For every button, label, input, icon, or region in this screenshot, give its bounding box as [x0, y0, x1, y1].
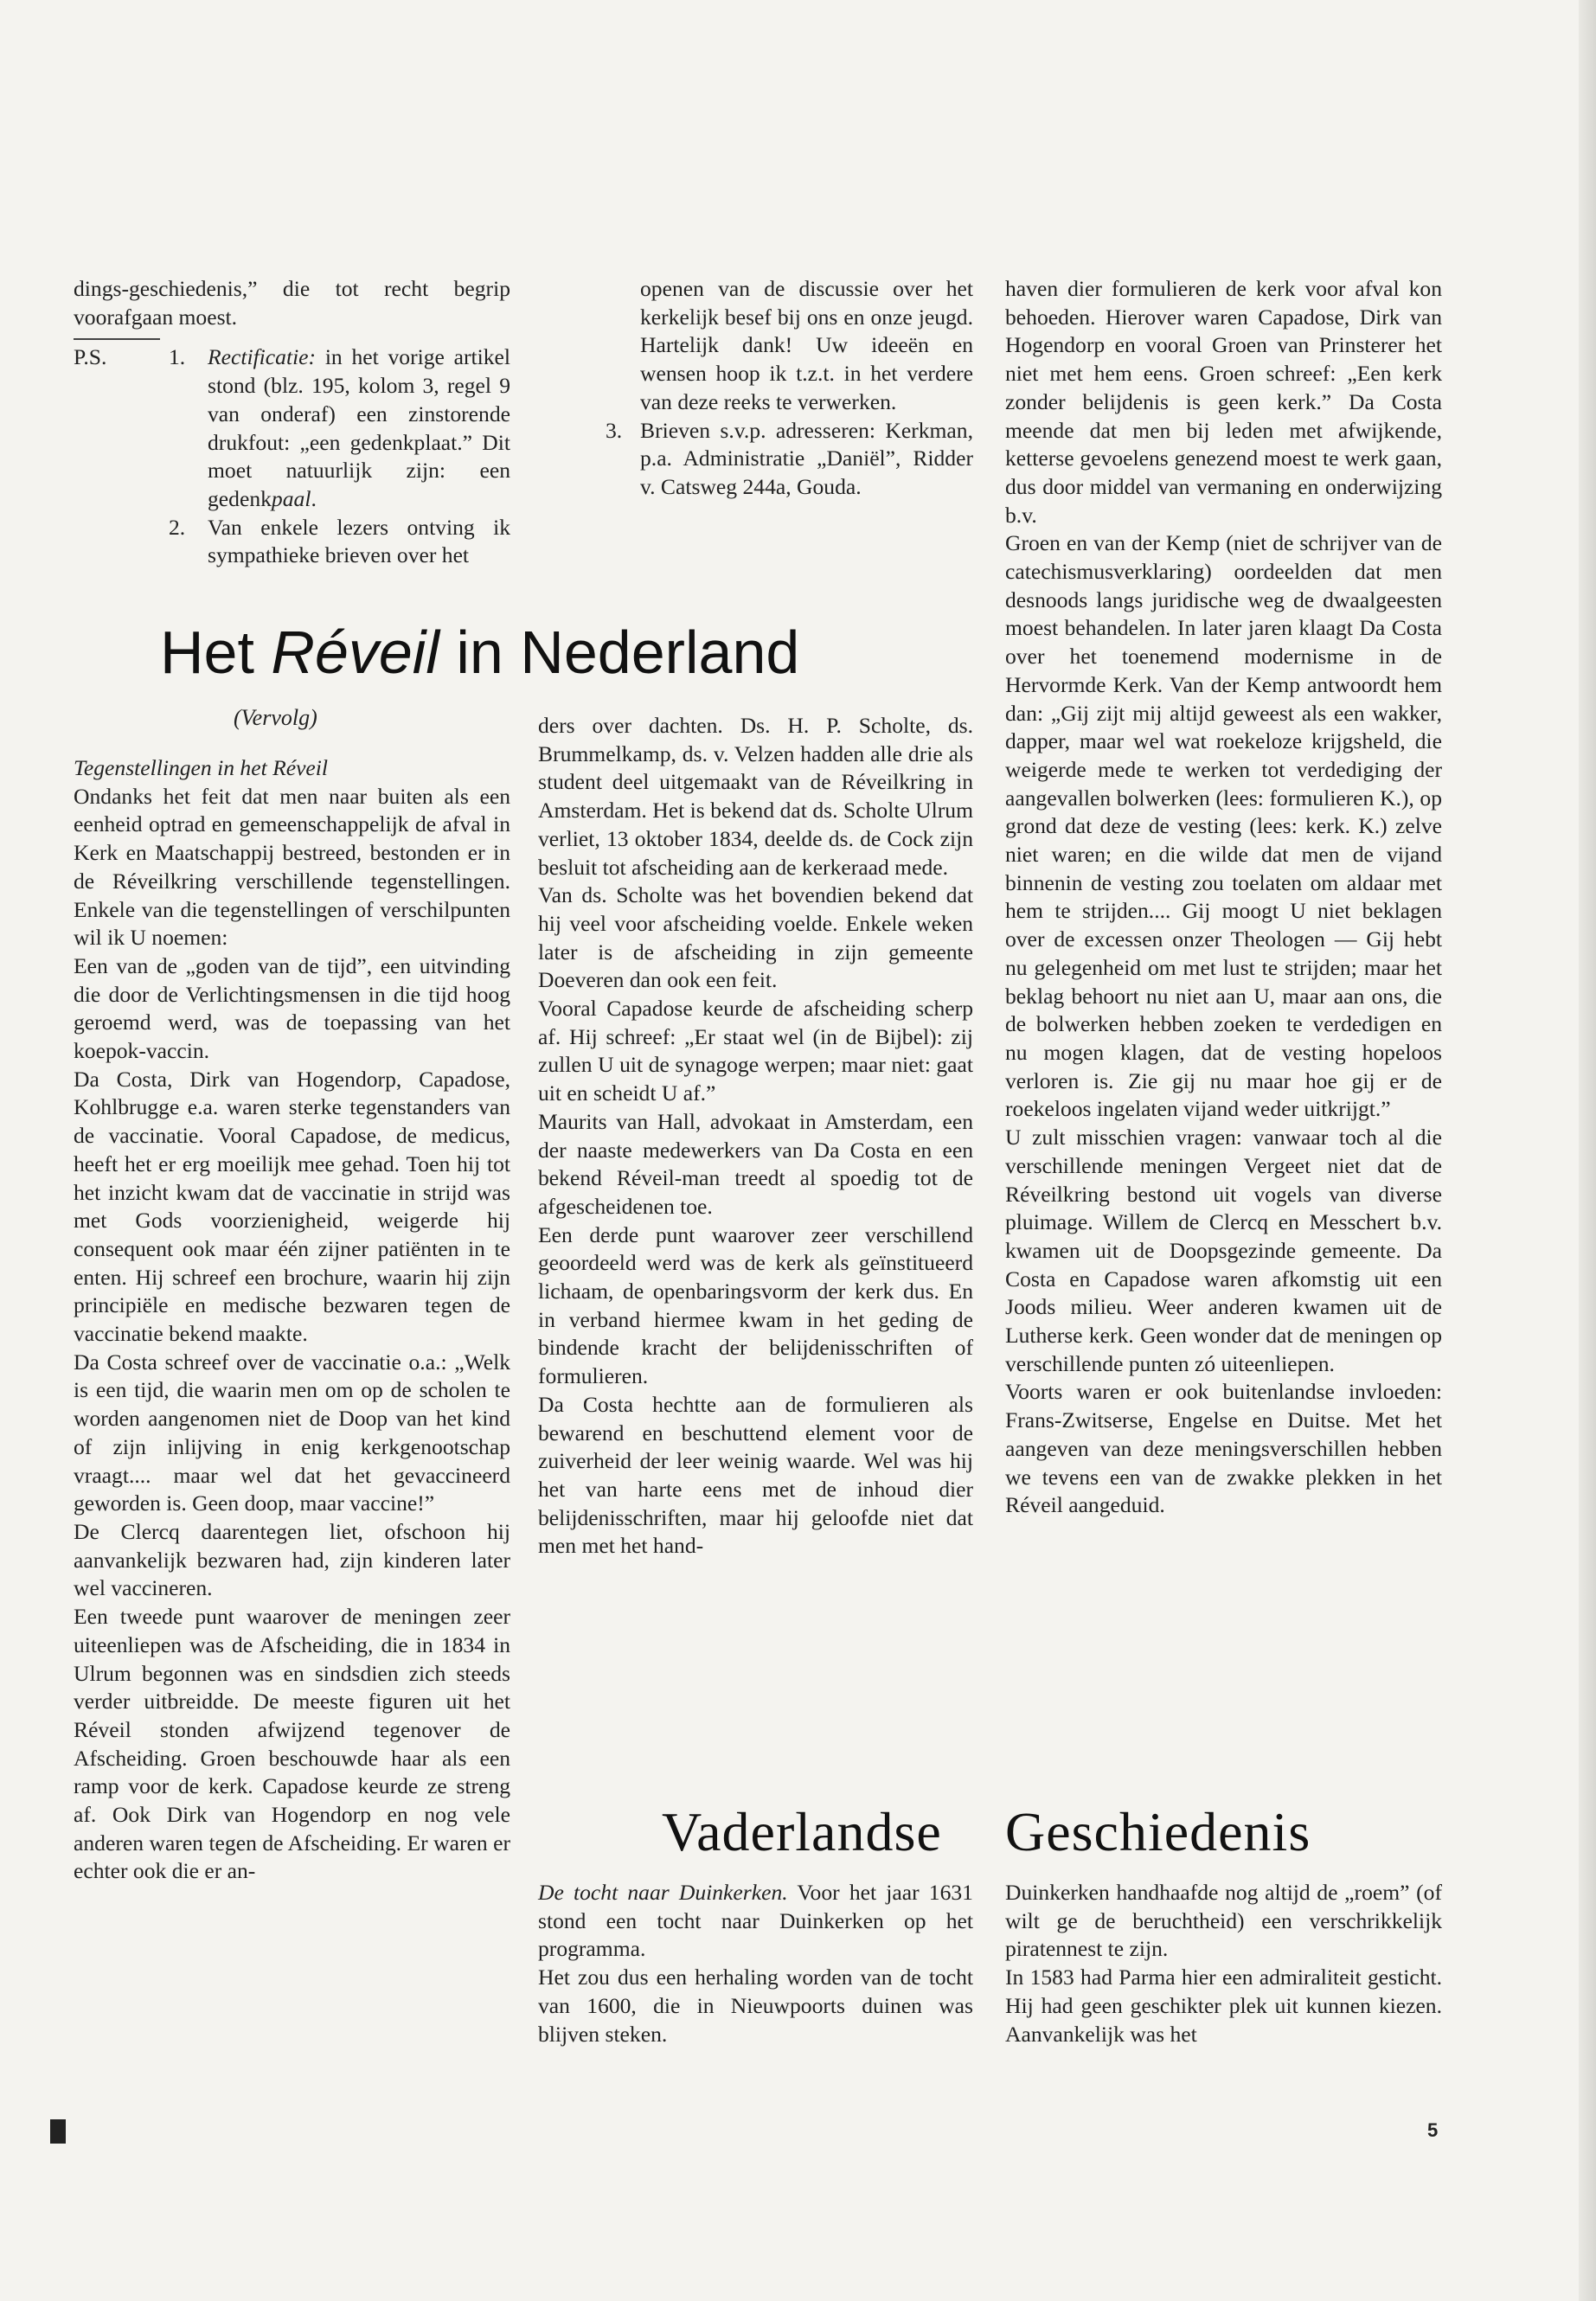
ps-num: 2. [169, 514, 186, 540]
paragraph: Groen en van der Kemp (niet de schrijver van de catechismusverklaring) oordeelden dat men desnoods langs juridische weg de dwaalgeesten moest behandelen. In later jaren klaagt Da Costa over het toenemend modernisme in de Hervormde Kerk. Van der Kemp antwoordt hem dan: „Gij zijt mij altijd geweest als een wakker, dapper, maar wel wat roekeloze krijgsheld, die weigerde mede te werken tot verdediging der aangevallen bolwerken (lees: formulieren K.), op grond dat deze de vesting (lees: kerk. K.) zelve niet waren; en die wilde dat men de vijand binnenin de vesting zou toelaten om aldaar met hem te strijden.... Gij moogt U niet beklagen over de excessen onzer Theologen — Gij hebt nu gelegenheid om met lust te strijden; maar het beklag behoort nu niet aan U, maar aan ons, die de bolwerken hebben zoeken te verdedigen en nu mogen klagen, dat de vesting hopeloos verloren is. Zie gij nu maar hoe gij er de roekeloos ingelaten vijand weder uitkrijgt.” [1005, 530, 1442, 1122]
paragraph: haven dier formulieren de kerk voor afval kon behoeden. Hierover waren Capadose, Dirk van Hogendorp en vooral Groen van Prinsterer het niet met hem eens. Groen schreef: „Een kerk zonder belijdenis is geen kerk.” Da Costa meende dat men bij leden met afwijkende, ketterse gevoelens genezend moest te werk gaan, dus door middel van vermaning en onderwijzing b.v. [1005, 276, 1442, 528]
divider [74, 338, 160, 340]
paragraph: Da Costa schreef over de vaccinatie o.a.: „Welk is een tijd, die waarin men om op de scholen te worden aangenomen niet de Doop van het kind of zijn inlijving in enig kerkgenootschap vraagt.... maar wel dat het gevaccineerd geworden is. Geen doop, maar vaccine!” [74, 1349, 510, 1516]
intro-text: dings-geschiedenis,” die tot recht begrip voorafgaan moest. [74, 276, 510, 330]
col1-top [74, 275, 510, 570]
rectificatie-label: Rectificatie: [208, 344, 317, 370]
paragraph: U zult misschien vragen: vanwaar toch al die verschillende meningen Vergeet niet dat de Réveilkring bestond uit vogels van diverse pluimage. Willem de Clercq en Messchert b.v. kwamen uit de Doopsgezinde gemeente. Da Costa en Capadose waren afkomstig uit een Joods milieu. Weer anderen kwamen uit de Lutherse kerk. Geen wonder dat de meningen op verschillende punten zó uiteenliepen. [1005, 1125, 1442, 1376]
paragraph: Da Costa hechtte aan de formulieren als bewarend en beschuttend element voor de zuiverheid der leer weinig waarde. Wel was hij het van harte eens met de inhoud dier belijdenisschriften, maar hij geloofde niet dat men met het hand- [538, 1391, 973, 1559]
ps-label: P.S. [74, 344, 107, 370]
col2-top [606, 275, 973, 502]
col1-main [74, 754, 510, 1886]
title-part2: Réveil [271, 619, 439, 686]
ps-item-1 [74, 343, 510, 513]
section-heading: Tegenstellingen in het Réveil [74, 755, 329, 780]
paragraph: In 1583 had Parma hier een admiraliteit gesticht. Hij had geen geschikter plek uit kunnen kiezen. Aanvankelijk was het [1005, 1965, 1442, 2047]
paragraph: Da Costa, Dirk van Hogendorp, Capadose, Kohlbrugge e.a. waren sterke tegenstanders van de vaccinatie. Vooral Capadose, de medicus, heeft het er erg moeilijk mee gehad. Toen hij tot het inzicht kwam dat de vaccinatie in strijd was met Gods voorzienigheid, weigerde hij consequent ook maar één zijner patiënten in te enten. Hij schreef een brochure, waarin hij zijn principiële en medische bezwaren tegen de vaccinatie bekend maakte. [74, 1066, 510, 1347]
paragraph: Het zou dus een herhaling worden van de tocht van 1600, die in Nieuwpoorts duinen was blijven steken. [538, 1965, 973, 2047]
paragraph: De Clercq daarentegen liet, ofschoon hij aanvankelijk bezwaren had, zijn kinderen later wel vaccineren. [74, 1518, 510, 1601]
item-3-num: 3. [606, 417, 623, 443]
title-part3: in Nederland [439, 619, 800, 686]
col2-cont: openen van de discussie over het kerkelijk besef bij ons en onze jeugd. Hartelijk dank! Uw ideeën en wensen hoop ik t.z.t. in het verdere van deze reeks te verwerken. [640, 276, 973, 414]
ps-text-2: Van enkele lezers ontving ik sympathieke brieven over het [208, 514, 510, 568]
paragraph: Voorts waren er ook buitenlandse invloeden: Frans-Zwitserse, Engelse en Duitse. Met het aangeven van deze meningsverschillen hebben we tevens een van de zwakke plekken in het Réveil aangeduid. [1005, 1379, 1442, 1518]
paragraph: Een van de „goden van de tijd”, een uitvinding die door de Verlichtingsmensen in die tijd hoog geroemd werd, was de toepassing van het koepok-vaccin. [74, 952, 510, 1064]
paragraph: Een derde punt waarover zeer verschillend geoordeeld werd was de kerk als geïnstitueerd lichaam, de openbaringsvorm der kerk dus. En in verband hiermee kwam in het geding de bindende kracht der belijdenisschriften of formulieren. [538, 1221, 973, 1389]
bottom-col2 [538, 1879, 973, 2048]
section-title-right: Geschiedenis [1005, 1801, 1311, 1862]
page-edge [1579, 0, 1596, 2301]
article-title [160, 616, 921, 689]
subtitle: (Vervolg) [234, 705, 317, 730]
bottom-rest: Voor het jaar 1631 stond een tocht naar Duinkerken op het programma. [538, 1880, 973, 1962]
section-title-left: Vaderlandse [662, 1801, 942, 1862]
col3 [1005, 275, 1442, 1520]
item-3-text: Brieven s.v.p. adresseren: Kerkman, p.a. Administratie „Daniël”, Ridder v. Catsweg 244a, Gouda. [640, 417, 973, 499]
item-3 [606, 417, 973, 502]
ps-text-1 [208, 343, 510, 513]
rectificatie-body: in het vorige artikel stond (blz. 195, kolom 3, regel 9 van onderaf) een zinstorende drukfout: „een gedenkplaat.” Dit moet natuurlijk zijn: een gedenk [208, 344, 510, 511]
col2-cont-row [606, 275, 973, 417]
paragraph: Een tweede punt waarover de meningen zeer uiteenliepen was de Afscheiding, die in 1834 in Ulrum begonnen was en sindsdien zich steeds verder uitbreidde. De meeste figuren uit het Réveil stonden afwijzend tegenover de Afscheiding. Groen beschouwde haar als een ramp voor de kerk. Capadose keurde ze streng af. Ook Dirk van Hogendorp en nog vele anderen waren tegen de Afscheiding. Er waren er echter ook die er an- [74, 1604, 510, 1884]
col2-main [538, 712, 973, 1561]
bottom-lead: De tocht naar Duinkerken. [538, 1880, 788, 1905]
paragraph: Duinkerken handhaafde nog altijd de „roem” (of wilt ge de beruchtheid) een verschrikkelijk piratennest te zijn. [1005, 1880, 1442, 1962]
paragraph: Vooral Capadose keurde de afscheiding scherp af. Hij schreef: „Er staat wel (in de Bijbel): zij zullen U uit de synagoge werpen; maar niet: gaat uit en scheidt U af.” [538, 996, 973, 1106]
rectificatie-end: . [311, 485, 317, 511]
print-mark [50, 2119, 66, 2144]
page-number: 5 [1427, 2119, 1439, 2141]
paragraph: Maurits van Hall, advokaat in Amsterdam, een der naaste medewerkers van Da Costa en een bekend Réveil-man treedt al spoedig tot de afgescheidenen toe. [538, 1108, 973, 1219]
rectificatie-emph: paal [271, 485, 311, 511]
bottom-col3 [1005, 1879, 1442, 2048]
paragraph: Ondanks het feit dat men naar buiten als een eenheid optrad en gemeenschappelijk de afval in Kerk en Maatschappij bestreed, bestonden er in de Réveilkring verschillende tegenstellingen. Enkele van die tegenstellingen of verschilpunten wil ik U noemen: [74, 783, 510, 951]
paragraph [538, 1879, 973, 1964]
ps-num: 1. [169, 344, 186, 370]
title-part1: Het [160, 619, 272, 686]
paragraph: Van ds. Scholte was het bovendien bekend dat hij veel voor afscheiding voelde. Enkele weken later is de afscheiding in zijn gemeente Doeveren dan ook een feit. [538, 882, 973, 993]
paragraph: ders over dachten. Ds. H. P. Scholte, ds. Brummelkamp, ds. v. Velzen hadden alle drie als student deel uitgemaakt van de Réveilkring in Amsterdam. Het is bekend dat ds. Scholte Ulrum verliet, 13 oktober 1834, deelde ds. de Cock zijn besluit tot afscheiding aan de kerkeraad mede. [538, 713, 973, 880]
ps-item-2 [74, 514, 510, 570]
